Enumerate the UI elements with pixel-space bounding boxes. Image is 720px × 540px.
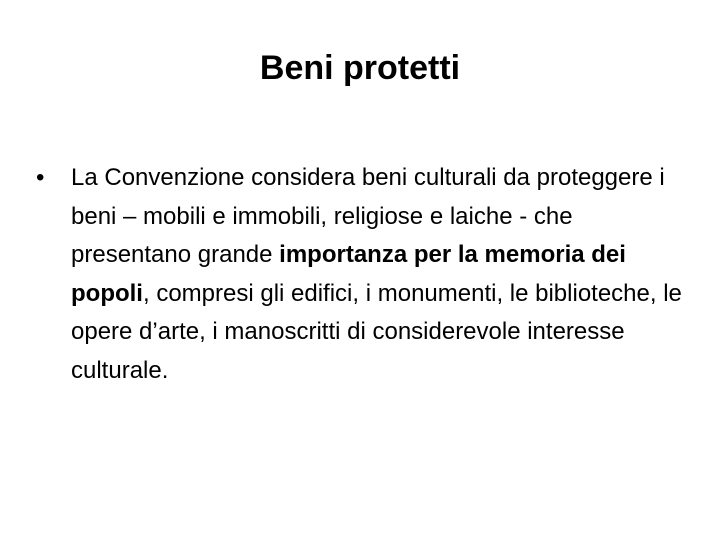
bullet-text-bold: importanza per la memoria dei popoli <box>71 241 626 307</box>
bullet-marker: • <box>36 164 45 191</box>
bullet-text <box>71 164 682 384</box>
bullet-item <box>36 159 686 390</box>
bullet-list <box>36 159 686 390</box>
bullet-text-before: La Convenzione considera beni culturali da proteggere i beni – mobili e immobili, religiose e laiche - che presentano grande <box>71 164 665 268</box>
slide-title: Beni protetti <box>259 49 461 87</box>
bullet-text-after: , compresi gli edifici, i monumenti, le biblioteche, le opere d’arte, i manoscritti di considerevole interesse culturale. <box>71 279 682 384</box>
